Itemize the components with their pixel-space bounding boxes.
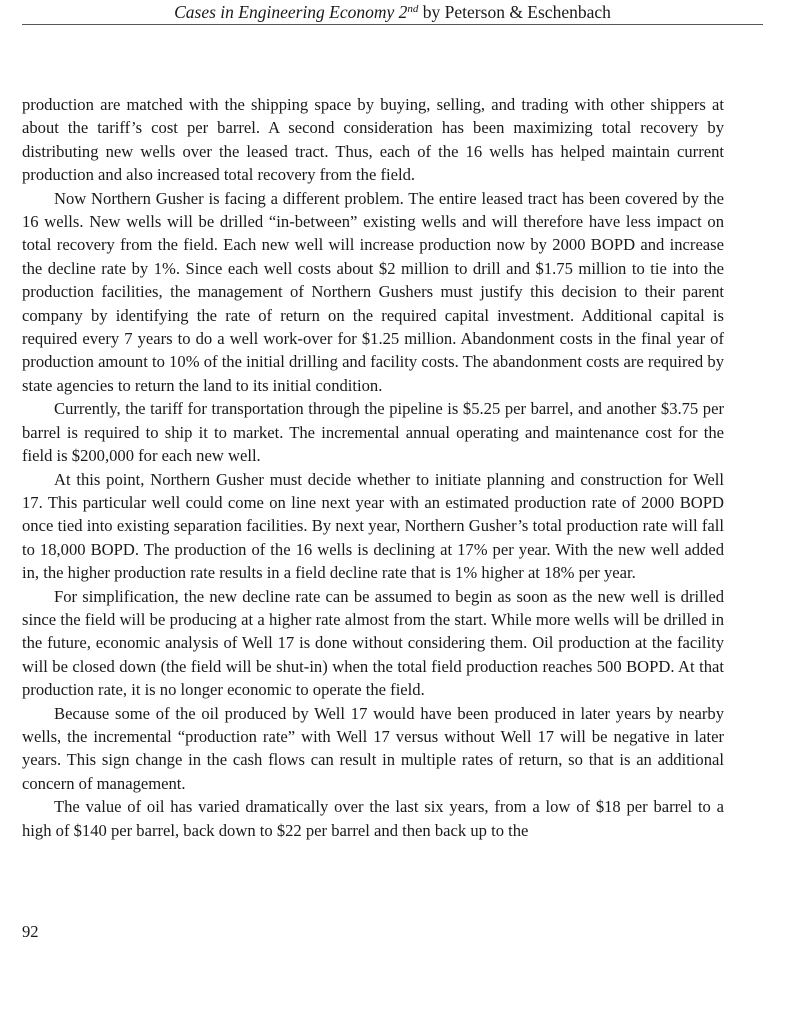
paragraph: For simplification, the new decline rate can be assumed to begin as soon as the new well is drilled since the field will be producing at a higher rate almost from the start. While more wells will be drilled in the future, economic analysis of Well 17 is done without considering them. Oil production at the facility will be closed down (the field will be shut-in) when the total field production reaches 500 BOPD. At that production rate, it is no longer economic to operate the field. xyxy=(22,586,724,700)
paragraph-continued: production are matched with the shipping space by buying, selling, and trading with other shippers at about the tariff’s cost per barrel. A second consideration has been maximizing total recovery by distributing new wells over the leased tract. Thus, each of the 16 wells has helped maintain current production and also increased total recovery from the field. xyxy=(22,95,724,185)
body-text xyxy=(22,93,724,842)
paragraph: At this point, Northern Gusher must decide whether to initiate planning and construction for Well 17. This particular well could come on line next year with an estimated production rate of 2000 BOPD once tied into existing separation facilities. By next year, Northern Gusher’s total production rate will fall to 18,000 BOPD. The production of the 16 wells is declining at 17% per year. With the new well added in, the higher production rate results in a field decline rate that is 1% higher at 18% per year. xyxy=(22,469,724,583)
paragraph: Now Northern Gusher is facing a different problem. The entire leased tract has been covered by the 16 wells. New wells will be drilled “in-between” existing wells and will therefore have less impact on total recovery from the field. Each new well will increase production now by 2000 BOPD and increase the decline rate by 1%. Since each well costs about $2 million to drill and $1.75 million to tie into the production facilities, the management of Northern Gushers must justify this decision to their parent company by identifying the rate of return on the required capital investment. Additional capital is required every 7 years to do a well work-over for $1.25 million. Abandonment costs in the final year of production amount to 10% of the initial drilling and facility costs. The abandonment costs are required by state agencies to return the land to its initial condition. xyxy=(22,188,724,395)
header-title: Cases in Engineering Economy 2 xyxy=(174,2,408,22)
paragraph: The value of oil has varied dramatically over the last six years, from a low of $18 per barrel to a high of $140 per barrel, back down to $22 per barrel and then back up to the xyxy=(22,797,724,840)
page-number: 92 xyxy=(22,922,39,941)
paragraph: Because some of the oil produced by Well 17 would have been produced in later years by nearby wells, the incremental “production rate” with Well 17 versus without Well 17 will be negative in later years. This sign change in the cash flows can result in multiple rates of return, so that is an additional concern of management. xyxy=(22,703,724,793)
header-edition-superscript: nd xyxy=(407,3,419,15)
running-header xyxy=(22,0,763,25)
header-byline: by Peterson & Eschenbach xyxy=(418,2,611,22)
paragraph: Currently, the tariff for transportation through the pipeline is $5.25 per barrel, and another $3.75 per barrel is required to ship it to market. The incremental annual operating and maintenance cost for the field is $200,000 for each new well. xyxy=(22,399,724,466)
